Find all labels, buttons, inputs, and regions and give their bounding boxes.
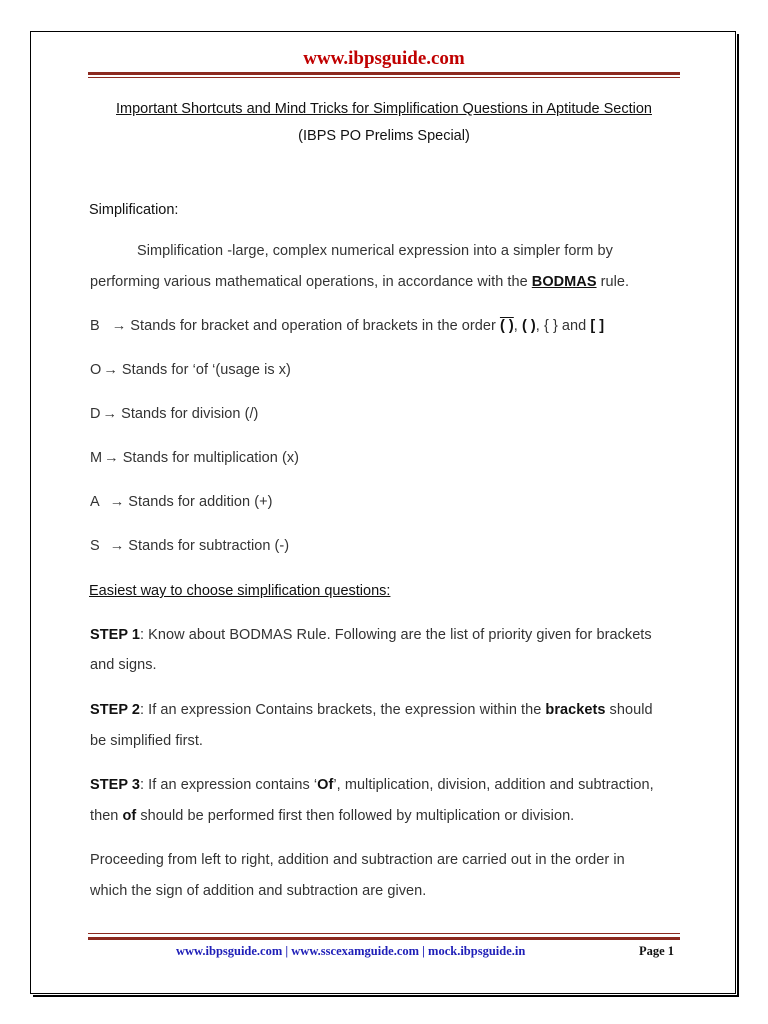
bodmas-item-s: S → Stands for subtraction (-) bbox=[90, 538, 290, 554]
step-1-line-2: and signs. bbox=[90, 657, 157, 673]
header-site-name: www.ibpsguide.com bbox=[303, 48, 465, 69]
intro-line-2: performing various mathematical operations, in accordance with the BODMAS rule. bbox=[90, 274, 630, 290]
right-arrow-icon: → bbox=[109, 494, 125, 510]
right-arrow-icon: → bbox=[111, 318, 127, 334]
step-2-line-1: STEP 2: If an expression Contains brackets, the expression within the brackets should bbox=[90, 702, 653, 718]
step-2-label: STEP 2 bbox=[90, 702, 141, 718]
header-rule-thin bbox=[88, 77, 680, 78]
bodmas-item-b: B → Stands for bracket and operation of brackets in the order ( ), ( ), { } and [ ] bbox=[90, 318, 605, 334]
footer-rule-thin bbox=[88, 933, 680, 934]
step-3-label: STEP 3 bbox=[90, 777, 141, 793]
bodmas-item-a: A → Stands for addition (+) bbox=[90, 494, 273, 510]
right-arrow-icon: → bbox=[109, 538, 125, 554]
section-heading: Simplification: bbox=[89, 202, 179, 218]
footer-links[interactable]: www.ibpsguide.com | www.sscexamguide.com | mock.ibpsguide.in bbox=[176, 944, 526, 958]
bodmas-item-m: M → Stands for multiplication (x) bbox=[90, 450, 300, 466]
intro-line-1: Simplification -large, complex numerical expression into a simpler form by bbox=[137, 243, 613, 259]
bracket-parentheses: ( ) bbox=[521, 318, 536, 334]
right-arrow-icon: → bbox=[103, 362, 118, 378]
document-title: Important Shortcuts and Mind Tricks for Simplification Questions in Aptitude Section bbox=[116, 101, 652, 117]
closing-line-1: Proceeding from left to right, addition and subtraction are carried out in the order in bbox=[90, 852, 625, 868]
bracket-vinculum: ( ) bbox=[499, 318, 514, 334]
bracket-braces: { } bbox=[543, 318, 558, 334]
right-arrow-icon: → bbox=[102, 406, 118, 422]
bodmas-term: BODMAS bbox=[531, 274, 597, 290]
bracket-square: [ ] bbox=[590, 318, 605, 334]
document-subtitle: (IBPS PO Prelims Special) bbox=[298, 128, 470, 144]
closing-line-2: which the sign of addition and subtraction are given. bbox=[90, 883, 427, 899]
step-3-line-1: STEP 3: If an expression contains ‘Of’, multiplication, division, addition and subtraction, bbox=[90, 777, 654, 793]
easiest-way-heading: Easiest way to choose simplification questions: bbox=[89, 583, 391, 599]
page-number: Page 1 bbox=[639, 944, 675, 958]
bodmas-item-o: O → Stands for ‘of ‘(usage is x) bbox=[90, 362, 291, 378]
step-2-line-2: be simplified first. bbox=[90, 733, 204, 749]
bodmas-item-d: D → Stands for division (/) bbox=[90, 406, 259, 422]
page-footer bbox=[0, 944, 768, 962]
footer-rule bbox=[88, 937, 680, 940]
right-arrow-icon: → bbox=[104, 450, 119, 466]
header-rule bbox=[88, 72, 680, 75]
step-1-label: STEP 1 bbox=[90, 627, 141, 643]
step-3-line-2: then of should be performed first then followed by multiplication or division. bbox=[90, 808, 575, 824]
step-1-line-1: STEP 1: Know about BODMAS Rule. Following are the list of priority given for brackets bbox=[90, 627, 652, 643]
